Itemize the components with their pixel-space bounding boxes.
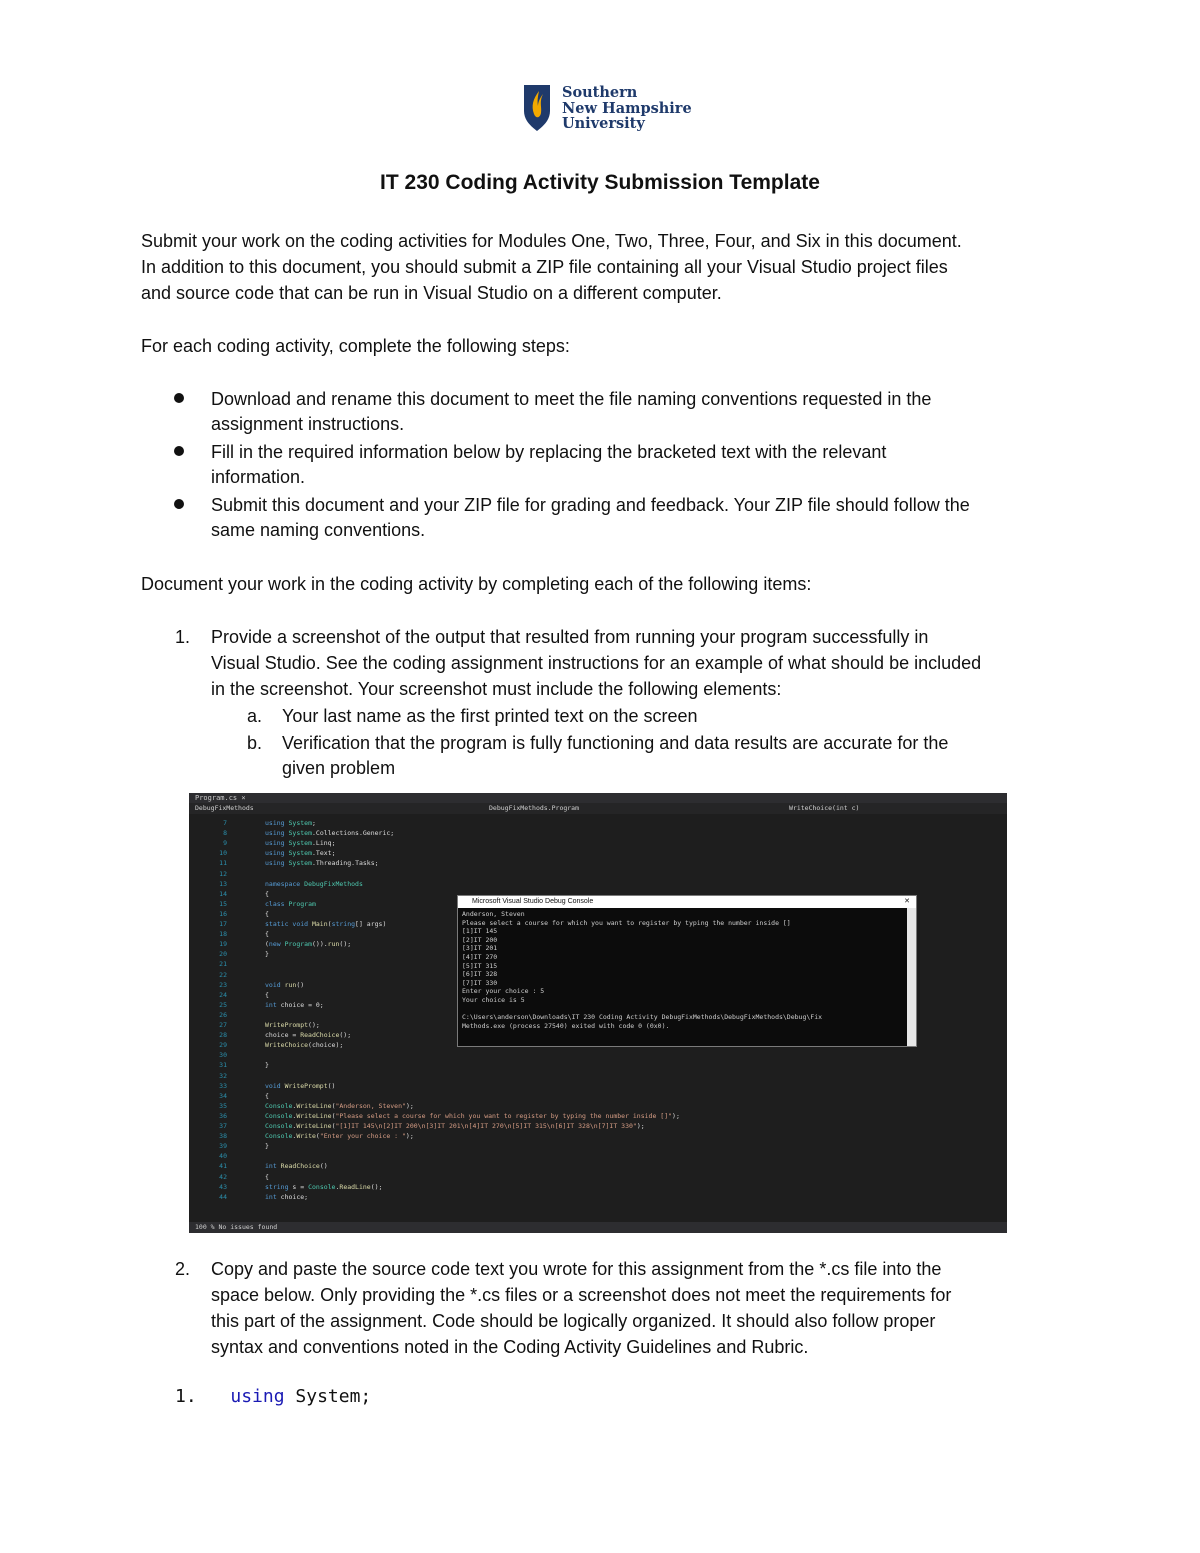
editor-navbar	[189, 803, 1007, 814]
bullet-dot	[174, 393, 184, 403]
intro-line-1: Submit your work on the coding activities for Modules One, Two, Three, Four, and Six in this document.	[141, 231, 962, 251]
line-number: 33	[219, 1081, 227, 1090]
code-text: static void Main(string[] args)	[265, 920, 387, 928]
line-number: 40	[219, 1152, 227, 1161]
line-number: 30	[219, 1051, 227, 1060]
line-number: 18	[219, 930, 227, 939]
line-number: 28	[219, 1031, 227, 1040]
line-number: 8	[223, 829, 227, 838]
bullet-dot	[174, 446, 184, 456]
code-text: }	[265, 950, 269, 959]
code-text: {	[265, 1172, 269, 1181]
code-text: Console.Write("Enter your choice : ");	[265, 1132, 414, 1141]
intro-line-3: and source code that can be run in Visual Studio on a different computer.	[141, 283, 722, 303]
line-number: 21	[219, 960, 227, 969]
code-text: using System;	[265, 819, 316, 827]
subitem-a-text: Your last name as the first printed text on the screen	[282, 706, 698, 726]
subitem-a-label: a.	[247, 706, 263, 726]
subitem-b-line-1: Verification that the program is fully functioning and data results are accurate for the	[282, 733, 949, 753]
code-text: {	[265, 909, 269, 918]
visual-studio-screenshot	[189, 793, 1007, 1233]
line-number: 32	[219, 1071, 227, 1080]
console-line: Please select a course for which you want to register by typing the number inside []	[462, 918, 791, 927]
debug-console-window	[457, 895, 917, 1047]
code-text: choice = ReadChoice();	[265, 1031, 352, 1040]
line-number: 19	[219, 940, 227, 949]
step-1-line-2: assignment instructions.	[211, 414, 405, 434]
code-text: }	[265, 1142, 269, 1151]
code-text: using System.Threading.Tasks;	[265, 859, 379, 868]
line-number: 37	[219, 1122, 227, 1130]
console-output	[458, 908, 916, 1032]
logo-line-1: Southern	[562, 84, 638, 101]
line-number: 22	[219, 970, 227, 979]
line-number: 41	[219, 1162, 227, 1171]
item-1-line-1: Provide a screenshot of the output that resulted from running your program successfully in	[211, 627, 929, 647]
line-number: 43	[219, 1182, 227, 1191]
console-line: Methods.exe (process 27540) exited with code 0 (0x0).	[462, 1021, 670, 1030]
line-number: 35	[219, 1101, 227, 1110]
nav-project: DebugFixMethods	[195, 804, 254, 812]
line-number: 9	[223, 839, 227, 848]
item-1-line-2: Visual Studio. See the coding assignment instructions for an example of what should be included	[211, 653, 982, 673]
console-title: Microsoft Visual Studio Debug Console	[472, 898, 594, 905]
code-text: void run()	[265, 980, 305, 989]
code-text: {	[265, 889, 269, 898]
line-number: 38	[219, 1132, 227, 1141]
logo-line-2: New Hampshire	[562, 99, 692, 117]
line-number: 26	[219, 1010, 227, 1019]
code-text: Console.WriteLine("Please select a course for which you want to register by typing the number inside []");	[265, 1111, 680, 1120]
item-1-line-3: in the screenshot. Your screenshot must include the following elements:	[211, 679, 782, 699]
code-text: WritePrompt();	[265, 1021, 320, 1029]
status-bar	[189, 1222, 1007, 1233]
code-text: void WritePrompt()	[265, 1081, 336, 1090]
console-line: Enter your choice : 5	[462, 987, 545, 996]
console-line: Your choice is 5	[462, 995, 525, 1004]
code-text: using System.Text;	[265, 849, 336, 858]
line-number: 42	[219, 1172, 227, 1181]
line-number: 34	[219, 1091, 227, 1100]
item-2-line-1: Copy and paste the source code text you wrote for this assignment from the *.cs file into the	[211, 1259, 942, 1279]
console-line: [6]IT 328	[462, 970, 498, 979]
bullet-dot	[174, 499, 184, 509]
console-line: [2]IT 200	[462, 935, 498, 944]
code-text: using System.Collections.Generic;	[265, 829, 395, 838]
console-line	[462, 1005, 912, 1014]
step-2-line-1: Fill in the required information below by replacing the bracketed text with the relevant	[211, 442, 887, 462]
console-line: [1]IT 145	[462, 927, 498, 936]
console-scrollbar	[907, 908, 916, 1046]
step-3-line-2: same naming conventions.	[211, 520, 426, 540]
line-number: 44	[219, 1192, 227, 1201]
university-logo	[522, 85, 692, 132]
console-line: [3]IT 201	[462, 944, 498, 953]
code-text: Console.WriteLine("Anderson, Steven");	[265, 1101, 414, 1110]
item-2-line-3: this part of the assignment. Code should be logically organized. It should also follow proper	[211, 1311, 936, 1331]
close-icon: ✕	[904, 898, 910, 905]
line-number: 15	[219, 899, 227, 908]
code-text: int choice;	[265, 1192, 309, 1201]
console-line: C:\Users\anderson\Downloads\IT 230 Coding Activity DebugFixMethods\DebugFixMethods\Debug\Fix	[462, 1013, 823, 1022]
step-3-line-1: Submit this document and your ZIP file for grading and feedback. Your ZIP file should follow the	[211, 495, 970, 515]
item-2-number: 2.	[175, 1259, 191, 1279]
code-text: int choice = 0;	[265, 1000, 324, 1009]
nav-member: WriteChoice(int c)	[789, 804, 860, 812]
code-text: Console.WriteLine("[1]IT 145\n[2]IT 200\n[3]IT 201\n[4]IT 270\n[5]IT 315\n[6]IT 328\n[7]IT 330");	[265, 1122, 645, 1130]
line-number: 13	[219, 879, 227, 888]
subitem-b-line-2: given problem	[282, 758, 396, 778]
line-number: 16	[219, 909, 227, 918]
subitem-b-label: b.	[247, 733, 263, 753]
console-line: [7]IT 330	[462, 978, 498, 987]
code-keyword: using	[230, 1386, 285, 1407]
code-listing-line-1	[175, 1385, 371, 1409]
logo-line-3: University	[562, 115, 645, 132]
code-text: using System.Linq;	[265, 839, 336, 848]
line-number: 27	[219, 1021, 227, 1029]
line-number: 36	[219, 1111, 227, 1120]
item-1-number: 1.	[175, 627, 191, 647]
line-number: 10	[219, 849, 227, 858]
line-number: 14	[219, 889, 227, 898]
nav-class: DebugFixMethods.Program	[489, 804, 580, 812]
code-text: {	[265, 930, 269, 939]
steps-intro: For each coding activity, complete the following steps:	[141, 336, 570, 356]
intro-line-2: In addition to this document, you should submit a ZIP file containing all your Visual Studio project files	[141, 257, 948, 277]
line-number: 11	[219, 859, 227, 868]
code-text: string s = Console.ReadLine();	[265, 1182, 383, 1191]
code-text: }	[265, 1061, 269, 1070]
console-line: [5]IT 315	[462, 961, 498, 970]
line-number: 29	[219, 1041, 227, 1050]
code-text: namespace DebugFixMethods	[265, 879, 363, 888]
flame-shield-icon	[522, 85, 552, 131]
line-number: 7	[223, 819, 227, 827]
line-number: 12	[219, 869, 227, 878]
line-number: 39	[219, 1142, 227, 1151]
step-1-line-1: Download and rename this document to meet the file naming conventions requested in the	[211, 389, 932, 409]
step-2-line-2: information.	[211, 467, 306, 487]
line-number: 23	[219, 980, 227, 989]
line-number: 17	[219, 920, 227, 928]
code-text: (new Program()).run();	[265, 940, 352, 949]
line-number: 20	[219, 950, 227, 959]
console-line: [4]IT 270	[462, 952, 498, 961]
status-text: 100 % No issues found	[195, 1223, 278, 1231]
item-2-line-4: syntax and conventions noted in the Coding Activity Guidelines and Rubric.	[211, 1337, 809, 1357]
line-number: 24	[219, 990, 227, 999]
code-text: {	[265, 1091, 269, 1100]
console-line: Anderson, Steven	[462, 910, 525, 918]
code-text: WriteChoice(choice);	[265, 1041, 344, 1050]
code-text: System;	[284, 1386, 372, 1407]
console-title-bar	[458, 896, 916, 908]
code-text: class Program	[265, 899, 316, 908]
line-number: 31	[219, 1061, 227, 1070]
editor-tab: Program.cs ×	[189, 793, 1007, 803]
document-title: IT 230 Coding Activity Submission Template	[380, 171, 820, 194]
code-text: {	[265, 990, 269, 999]
item-2-line-2: space below. Only providing the *.cs files or a screenshot does not meet the requirements for	[211, 1285, 952, 1305]
code-text: int ReadChoice()	[265, 1162, 328, 1171]
line-number: 25	[219, 1000, 227, 1009]
code-line-number: 1.	[175, 1386, 197, 1407]
items-intro: Document your work in the coding activity by completing each of the following items:	[141, 574, 812, 594]
